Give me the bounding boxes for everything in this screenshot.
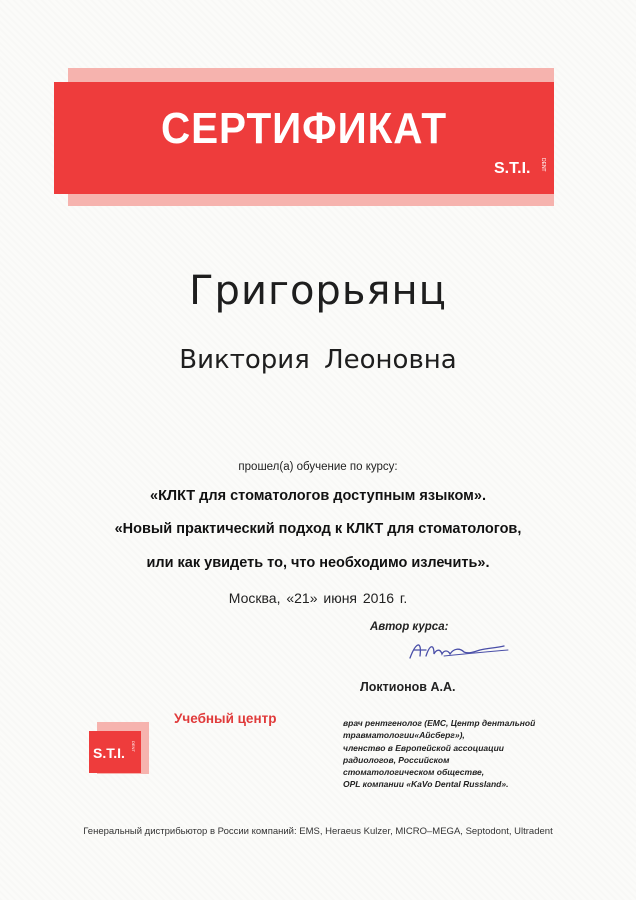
course-title-line-3: или как увидеть то, что необходимо излечить». [146, 555, 490, 571]
credential-line: OPL компании «KaVo Dental Russland». [343, 779, 509, 790]
recipient-given-names: Виктория Леоновна [179, 345, 457, 375]
recipient-surname: Григорьянц [189, 268, 447, 314]
credential-line: стоматологическом обществе, [343, 767, 485, 778]
course-title-line-2: «Новый практический подход к КЛКТ для стоматологов, [114, 521, 522, 537]
place-date: Москва, «21» июня 2016 г. [228, 590, 408, 606]
center-logo-sub: DENT [131, 741, 136, 752]
center-logo-text: S.T.I. [93, 745, 125, 761]
credential-line: травматологии«Айсберг»), [343, 730, 465, 741]
banner-logo: S.T.I. [494, 160, 531, 177]
certificate-title: СЕРТИФИКАТ [160, 104, 448, 153]
credential-line: радиологов, Российском [343, 754, 450, 765]
distributor-footer: Генеральный дистрибьютор в России компаний: EMS, Heraeus Kulzer, MICRO–MEGA, Septodont, Ultradent [83, 826, 553, 837]
signature [404, 636, 514, 666]
banner-logo-sub: DENT [540, 158, 546, 172]
credential-line: членство в Европейской ассоциации [343, 742, 504, 753]
author-credentials [343, 717, 583, 791]
course-title-line-1: «КЛКТ для стоматологов доступным языком». [150, 488, 486, 504]
author-label: Автор курса: [370, 621, 449, 633]
credential-line: врач рентгенолог (ЕМС, Центр дентальной [343, 718, 536, 728]
training-center-label: Учебный центр [174, 711, 277, 726]
course-intro: прошел(а) обучение по курсу: [238, 461, 398, 473]
author-name: Локтионов А.А. [360, 680, 456, 694]
